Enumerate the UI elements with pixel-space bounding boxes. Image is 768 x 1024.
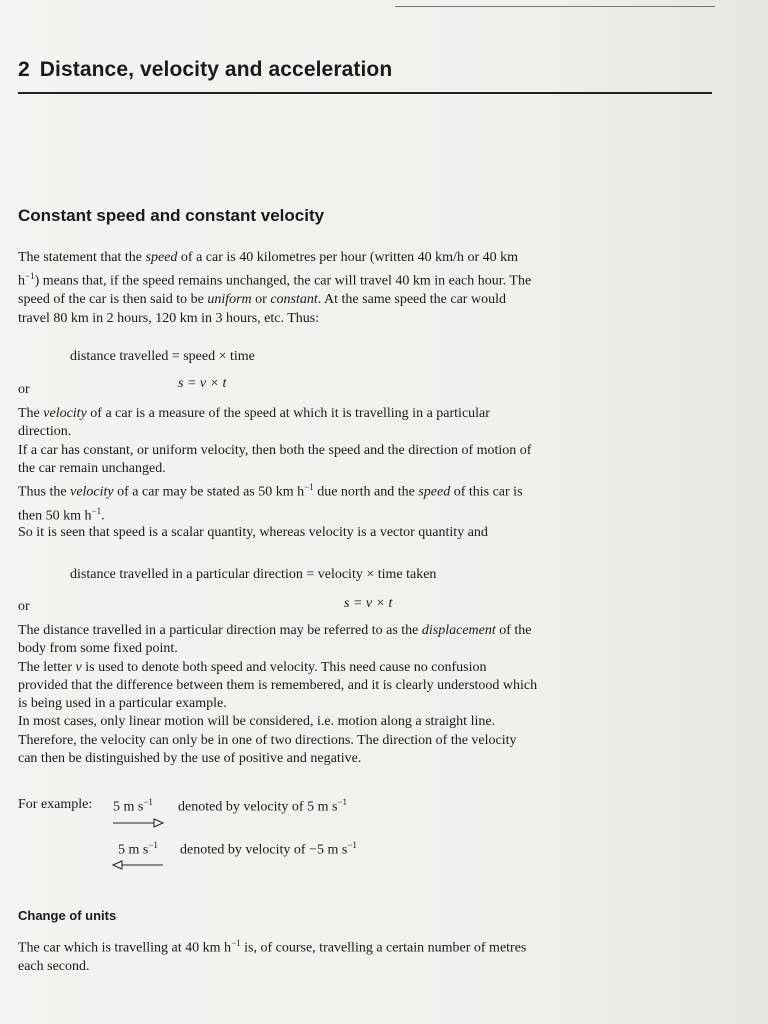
paragraph-text: The distance travelled in a particular direction may be referred to as the displacement of the body from some fixed point.	[18, 623, 532, 657]
left-arrow-icon	[112, 859, 164, 871]
chapter-header	[18, 58, 718, 82]
subsection-heading: Change of units	[18, 908, 117, 923]
paragraph-text: In most cases, only linear motion will be considered, i.e. motion along a straight line.	[18, 714, 496, 730]
paragraph-velocity-definition	[18, 405, 538, 526]
equation-displacement: distance travelled in a particular direction = velocity × time taken	[70, 567, 437, 582]
paragraph-text: So it is seen that speed is a scalar quantity, whereas velocity is a vector quantity and	[18, 525, 488, 540]
example-label: For example:	[18, 797, 93, 812]
top-rule	[395, 6, 715, 7]
paragraph-text: Thus the velocity of a car may be stated as 50 km $h^{-1}$ due north and the speed of this car is then 50 km $h^{-1}$.	[18, 482, 523, 524]
page-bleed-through	[538, 0, 768, 1024]
paragraph-text: The statement that the speed of a car is 40 kilometres per hour (written 40 km/h or 40 km $h^{-1}$) means that, if the speed remains unchanged, the car will travel 40 km in each hour. The speed of the car is then said to be uniform or constant. At the same speed the car would travel 80 km in 2 hours, 120 km in 3 hours, etc. Thus:	[18, 250, 532, 326]
paragraph-text: If a car has constant, or uniform velocity, then both the speed and the direction of motion of the car remain unchanged.	[18, 442, 532, 476]
or-label: or	[18, 599, 30, 614]
right-arrow-icon	[112, 817, 164, 829]
paragraph-displacement	[18, 622, 538, 768]
paragraph-text: Therefore, the velocity can only be in one of two directions. The direction of the velocity can then be distinguished by the use of positive and negative.	[18, 732, 517, 767]
chapter-title: Distance, velocity and acceleration	[39, 58, 393, 81]
paragraph-change-of-units	[18, 934, 538, 976]
or-label: or	[18, 382, 30, 397]
paragraph-text: The car which is travelling at 40 km $h^{-1}$ is, of course, travelling a certain number of metres each second.	[18, 938, 527, 974]
equation-s-v-t: s = v × t	[178, 376, 227, 391]
example-positive-value: 5 m $s^{-1}$	[113, 797, 153, 815]
paragraph-scalar-vector	[18, 524, 538, 542]
example-positive-desc: denoted by velocity of 5 m $s^{-1}$	[178, 797, 347, 815]
section-heading: Constant speed and constant velocity	[18, 206, 325, 225]
equation-distance-speed-time: distance travelled = speed × time	[70, 349, 255, 364]
chapter-number: 2	[18, 58, 30, 81]
chapter-rule	[18, 92, 712, 94]
example-negative-desc: denoted by velocity of −5 m $s^{-1}$	[180, 840, 357, 858]
paragraph-speed-definition	[18, 249, 538, 328]
equation-s-v-t-vector: s = v × t	[344, 596, 393, 611]
example-negative-value: 5 m $s^{-1}$	[118, 840, 158, 858]
paragraph-text: The velocity of a car is a measure of the speed at which it is travelling in a particular direction.	[18, 406, 490, 440]
paragraph-text: The letter v is used to denote both speed and velocity. This need cause no confusion provided that the difference between them is remembered, and it is clearly understood which is being used in a particular example.	[18, 659, 538, 712]
